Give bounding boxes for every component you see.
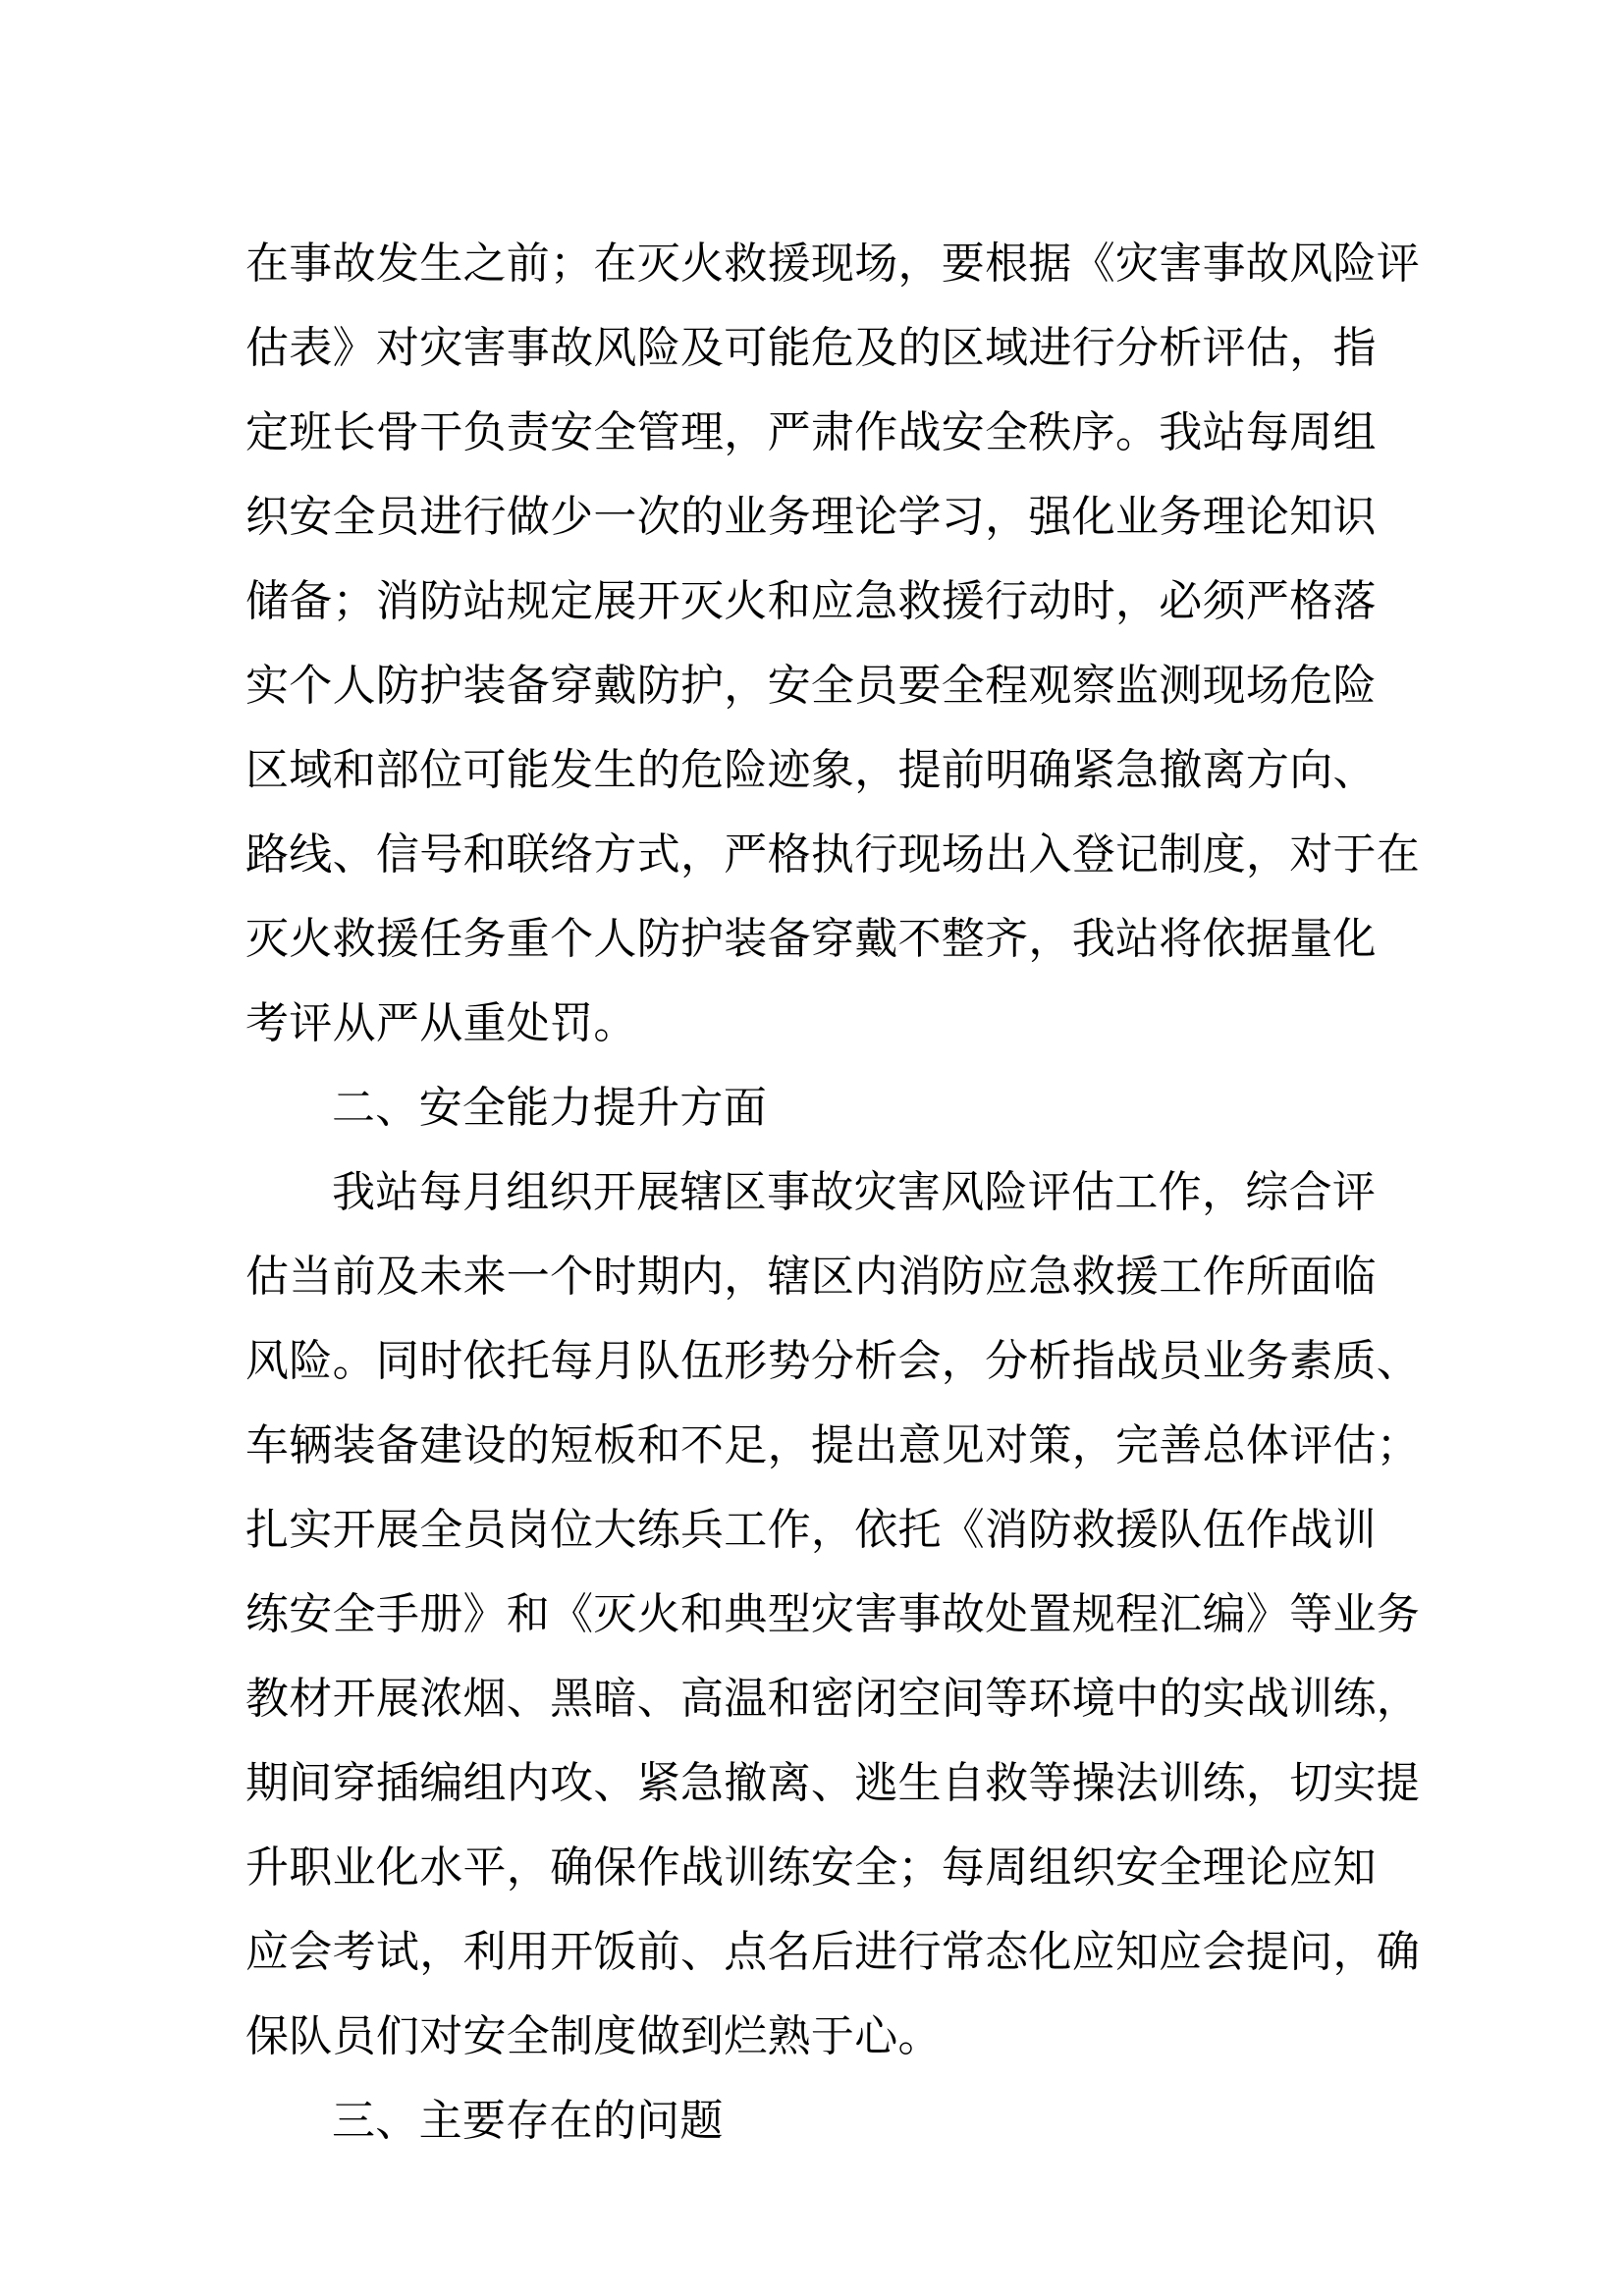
paragraph-line: 车辆装备建设的短板和不足，提出意见对策，完善总体评估；: [245, 1420, 1421, 1470]
paragraph-line: 考评从严从重处罚。: [245, 998, 637, 1048]
paragraph-line: 应会考试，利用开饭前、点名后进行常态化应知应会提问，确: [245, 1927, 1421, 1977]
paragraph-line: 路线、信号和联络方式，严格执行现场出入登记制度，对于在: [245, 829, 1421, 880]
paragraph-line: 估表》对灾害事故风险及可能危及的区域进行分析评估，指: [245, 323, 1377, 373]
paragraph-line: 实个人防护装备穿戴防护，安全员要全程观察监测现场危险: [245, 661, 1377, 711]
paragraph-line: 储备；消防站规定展开灭火和应急救援行动时，必须严格落: [245, 576, 1377, 626]
paragraph-line: 风险。同时依托每月队伍形势分析会，分析指战员业务素质、: [245, 1336, 1421, 1386]
paragraph-line: 练安全手册》和《灭火和典型灾害事故处置规程汇编》等业务: [245, 1589, 1421, 1639]
paragraph-line: 灭火救援任务重个人防护装备穿戴不整齐，我站将依据量化: [245, 914, 1377, 964]
paragraph-line: 扎实开展全员岗位大练兵工作，依托《消防救援队伍作战训: [245, 1505, 1377, 1555]
paragraph-line: 保队员们对安全制度做到烂熟于心。: [245, 2011, 942, 2061]
document-body: [245, 222, 1421, 2163]
section-heading: 三、主要存在的问题: [332, 2096, 724, 2146]
paragraph-line: 期间穿插编组内攻、紧急撤离、逃生自救等操法训练，切实提: [245, 1758, 1421, 1808]
paragraph-line: 区域和部位可能发生的危险迹象，提前明确紧急撤离方向、: [245, 745, 1377, 795]
paragraph-line: 教材开展浓烟、黑暗、高温和密闭空间等环境中的实战训练，: [245, 1674, 1421, 1724]
paragraph-line: 升职业化水平，确保作战训练安全；每周组织安全理论应知: [245, 1842, 1377, 1893]
section-heading: 二、安全能力提升方面: [332, 1083, 767, 1133]
paragraph-line: 织安全员进行做少一次的业务理论学习，强化业务理论知识: [245, 492, 1377, 542]
paragraph-line: 在事故发生之前；在灭火救援现场，要根据《灾害事故风险评: [245, 239, 1421, 289]
paragraph-line: 估当前及未来一个时期内，辖区内消防应急救援工作所面临: [245, 1252, 1377, 1302]
paragraph-line: 定班长骨干负责安全管理，严肃作战安全秩序。我站每周组: [245, 407, 1377, 457]
paragraph-line: 我站每月组织开展辖区事故灾害风险评估工作，综合评: [332, 1167, 1377, 1217]
